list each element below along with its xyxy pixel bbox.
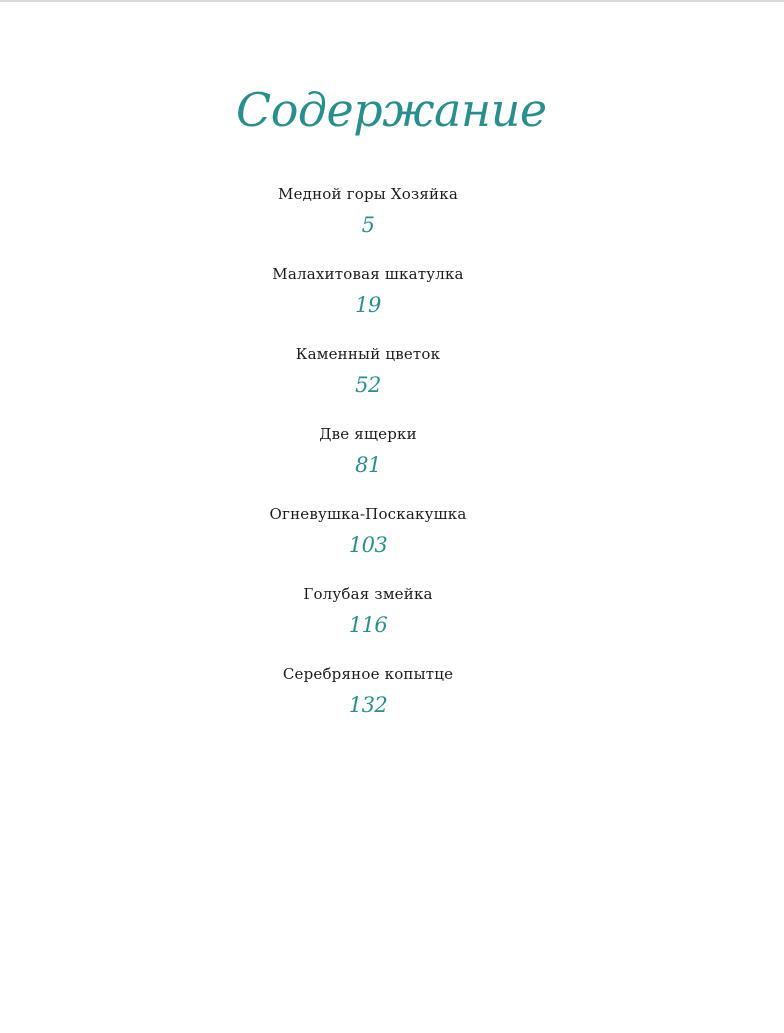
- toc-entry-page-number: 5: [361, 213, 375, 237]
- toc-entry-title: Малахитовая шкатулка: [272, 265, 464, 283]
- toc-entry-title: Две ящерки: [319, 425, 417, 443]
- toc-entry-page-number: 81: [355, 453, 381, 477]
- toc-entry-title: Каменный цветок: [295, 345, 441, 363]
- table-of-contents: [168, 181, 568, 741]
- toc-entry-title: Медной горы Хозяйка: [278, 185, 458, 203]
- toc-entry: [168, 341, 568, 421]
- toc-entry-page-number: 52: [355, 373, 381, 397]
- top-divider: [0, 0, 784, 2]
- toc-entry-page-number: 116: [348, 613, 388, 637]
- toc-entry: [168, 421, 568, 501]
- toc-entry-title: Серебряное копытце: [282, 665, 454, 683]
- toc-entry: [168, 581, 568, 661]
- toc-entry-page-number: 103: [348, 533, 388, 557]
- page-title: Содержание: [236, 83, 547, 137]
- toc-entry: [168, 661, 568, 741]
- toc-entry: [168, 181, 568, 261]
- toc-entry: [168, 261, 568, 341]
- toc-entry-page-number: 19: [355, 293, 381, 317]
- toc-entry-title: Голубая змейка: [303, 585, 433, 603]
- toc-entry: [168, 501, 568, 581]
- toc-entry-title: Огневушка-Поскакушка: [269, 505, 467, 523]
- toc-entry-page-number: 132: [348, 693, 388, 717]
